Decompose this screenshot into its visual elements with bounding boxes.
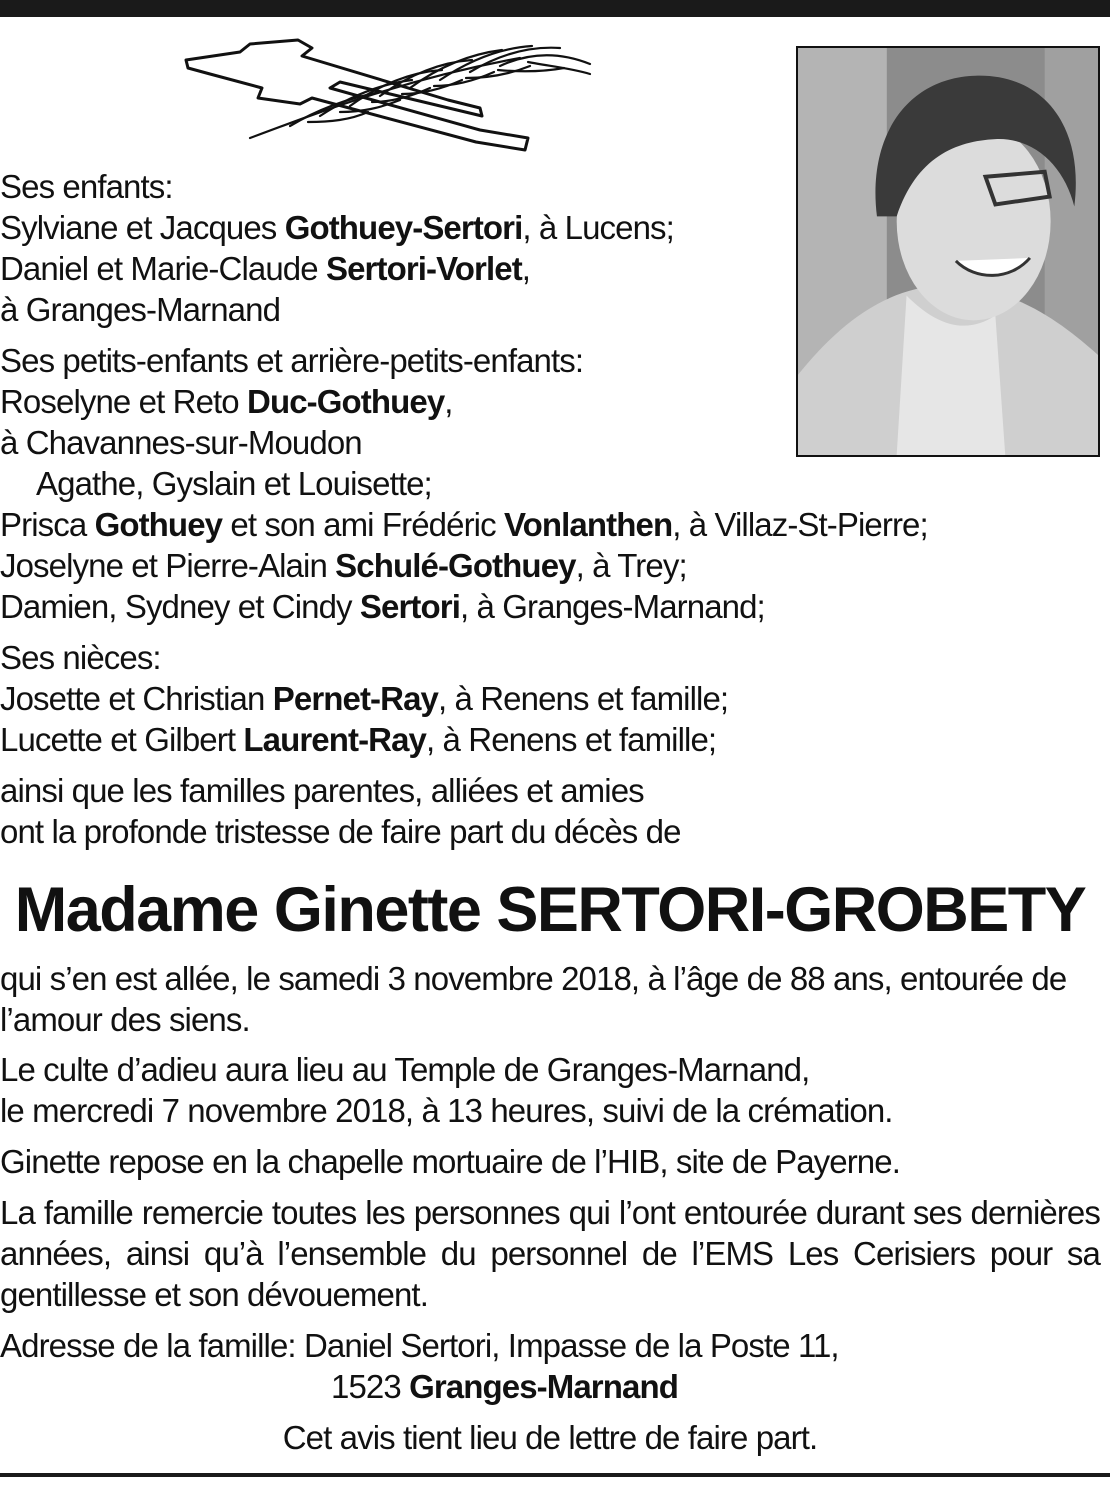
nieces-heading: Ses nièces: — [0, 639, 161, 676]
family-line: Damien, Sydney et Cindy Sertori, à Granges-Marnand; — [0, 588, 765, 625]
ceremony-line-1: Le culte d’adieu aura lieu au Temple de Granges-Marnand, — [0, 1051, 810, 1088]
family-line: à Chavannes-sur-Moudon — [0, 424, 362, 461]
family-line: Josette et Christian Pernet-Ray, à Renens et famille; — [0, 680, 729, 717]
enfants-heading: Ses enfants: — [0, 168, 173, 205]
bottom-rule — [0, 1473, 1110, 1477]
family-line: Joselyne et Pierre-Alain Schulé-Gothuey, à Trey; — [0, 547, 687, 584]
family-line: Agathe, Gyslain et Louisette; — [36, 465, 432, 502]
closing-note: Cet avis tient lieu de lettre de faire part. — [282, 1419, 818, 1456]
family-line: Roselyne et Reto Duc-Gothuey, — [0, 383, 453, 420]
cross-with-palm-icon — [180, 38, 600, 158]
death-paragraph: qui s’en est allée, le samedi 3 novembre 2018, à l’âge de 88 ans, entourée de l’amour des siens. — [0, 960, 1067, 1038]
family-line: Lucette et Gilbert Laurent-Ray, à Renens et famille; — [0, 721, 717, 758]
thanks-paragraph: La famille remercie toutes les personnes qui l’ont entourée durant ses dernières années, ainsi qu’à l’ensemble du personnel de l’EMS Les Cerisiers pour sa gentillesse et son dévouement. — [0, 1194, 1100, 1313]
family-line: Daniel et Marie-Claude Sertori-Vorlet, — [0, 250, 531, 287]
address-town-line: 1523 Granges-Marnand — [331, 1368, 678, 1405]
deceased-name: Madame Ginette SERTORI-GROBETY — [14, 875, 1086, 945]
ceremony-line-2: le mercredi 7 novembre 2018, à 13 heures, suivi de la crémation. — [0, 1092, 893, 1129]
intro-line-2: ont la profonde tristesse de faire part du décès de — [0, 813, 681, 850]
top-rule — [0, 0, 1110, 17]
family-line: Sylviane et Jacques Gothuey-Sertori, à Lucens; — [0, 209, 674, 246]
family-address: Adresse de la famille: Daniel Sertori, Impasse de la Poste 11, — [0, 1327, 839, 1364]
portrait-photo — [796, 46, 1100, 457]
petits-enfants-heading: Ses petits-enfants et arrière-petits-enfants: — [0, 342, 584, 379]
intro-line-1: ainsi que les familles parentes, alliées et amies — [0, 772, 644, 809]
family-line: à Granges-Marnand — [0, 291, 281, 328]
rest-paragraph: Ginette repose en la chapelle mortuaire de l’HIB, site de Payerne. — [0, 1143, 900, 1180]
family-line: Prisca Gothuey et son ami Frédéric Vonlanthen, à Villaz-St-Pierre; — [0, 506, 928, 543]
